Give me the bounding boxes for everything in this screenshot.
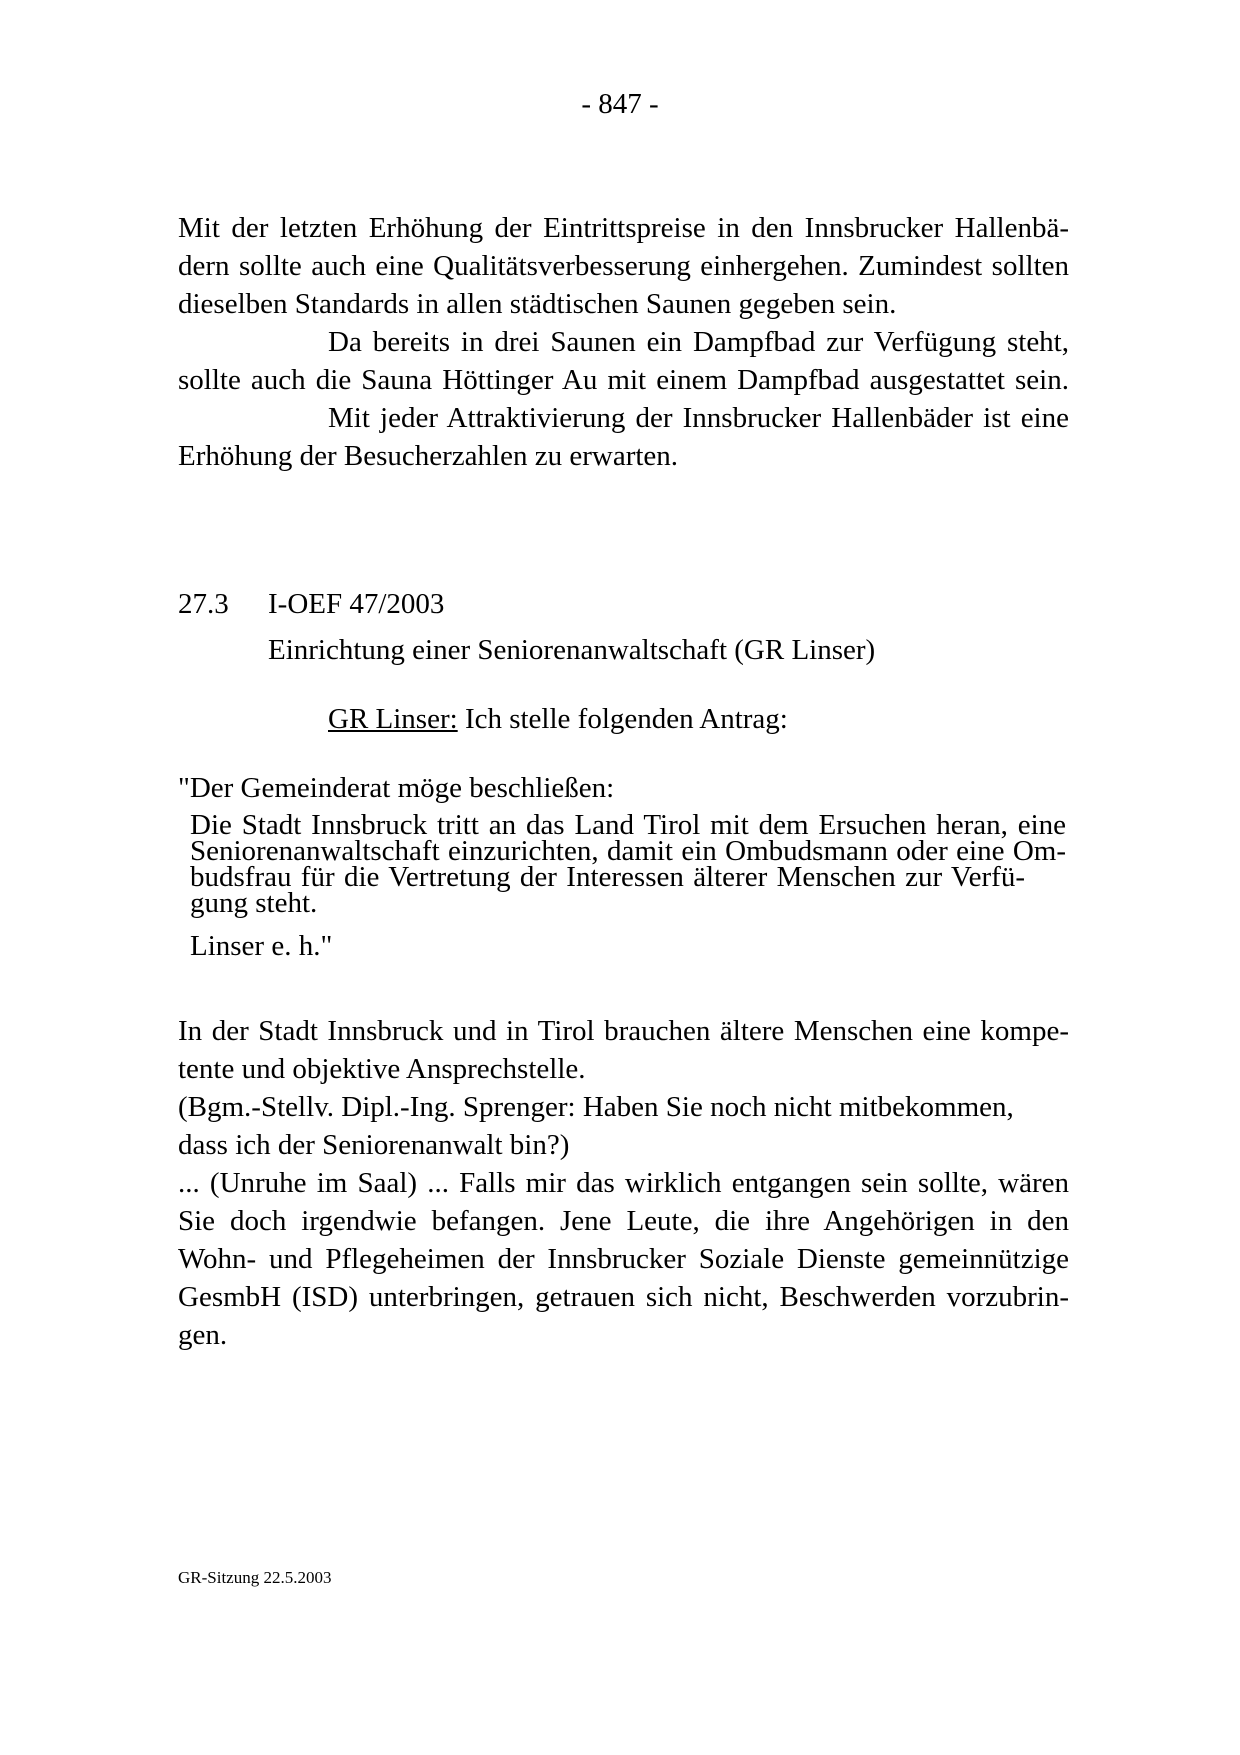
text-line: dass ich der Seniorenanwalt bin?) (178, 1129, 570, 1161)
text-line: Erhöhung der Besucherzahlen zu erwarten. (178, 440, 679, 472)
section-code: I-OEF 47/2003 (268, 588, 445, 620)
motion-body (190, 809, 1066, 919)
text-line: Da bereits in drei Saunen ein Dampfbad zur Verfügung steht, (328, 326, 1069, 358)
motion-intro-text: Ich stelle folgenden Antrag: (457, 703, 788, 735)
motion-line: gung steht. (190, 887, 318, 919)
speaker-name: GR Linser: (328, 703, 458, 735)
page-number: - 847 - (581, 88, 659, 120)
motion-line: budsfrau für die Vertretung der Interessen älterer Menschen zur Verfü- (190, 861, 1025, 893)
text-line: tente und objektive Ansprechstelle. (178, 1053, 586, 1085)
text-line: dern sollte auch eine Qualitätsverbesserung einhergehen. Zumindest sollten (178, 250, 1069, 282)
motion-quote-open: "Der Gemeinderat möge beschließen: (178, 772, 615, 804)
text-line: Wohn- und Pflegeheimen der Innsbrucker Soziale Dienste gemeinnützige (178, 1243, 1069, 1275)
text-line: (Bgm.-Stellv. Dipl.-Ing. Sprenger: Haben Sie noch nicht mitbekommen, (178, 1091, 1014, 1123)
section-title: Einrichtung einer Seniorenanwaltschaft (GR Linser) (268, 634, 876, 666)
motion-intro (328, 700, 788, 738)
text-line: gen. (178, 1319, 228, 1351)
footer-session-date: GR-Sitzung 22.5.2003 (178, 1568, 332, 1587)
discussion-paragraph (178, 1012, 1069, 1354)
text-line: GesmbH (ISD) unterbringen, getrauen sich nicht, Beschwerden vorzubrin- (178, 1281, 1069, 1313)
motion-signature: Linser e. h." (190, 930, 333, 962)
text-line: Mit der letzten Erhöhung der Eintrittspreise in den Innsbrucker Hallenbä- (178, 212, 1069, 244)
text-line: dieselben Standards in allen städtischen Saunen gegeben sein. (178, 288, 897, 320)
text-line: Mit jeder Attraktivierung der Innsbrucker Hallenbäder ist eine (328, 402, 1069, 434)
motion-line: Seniorenanwaltschaft einzurichten, damit ein Ombudsmann oder eine Om- (190, 835, 1066, 867)
motion-line: Die Stadt Innsbruck tritt an das Land Tirol mit dem Ersuchen heran, eine (190, 809, 1066, 841)
text-line: Sie doch irgendwie befangen. Jene Leute, die ihre Angehörigen in den (178, 1205, 1069, 1237)
text-line: In der Stadt Innsbruck und in Tirol brauchen ältere Menschen eine kompe- (178, 1015, 1069, 1047)
intro-paragraph (178, 209, 1069, 475)
section-number: 27.3 (178, 588, 229, 620)
text-line: ... (Unruhe im Saal) ... Falls mir das wirklich entgangen sein sollte, wären (178, 1167, 1069, 1199)
text-line: sollte auch die Sauna Höttinger Au mit einem Dampfbad ausgestattet sein. (178, 364, 1069, 396)
